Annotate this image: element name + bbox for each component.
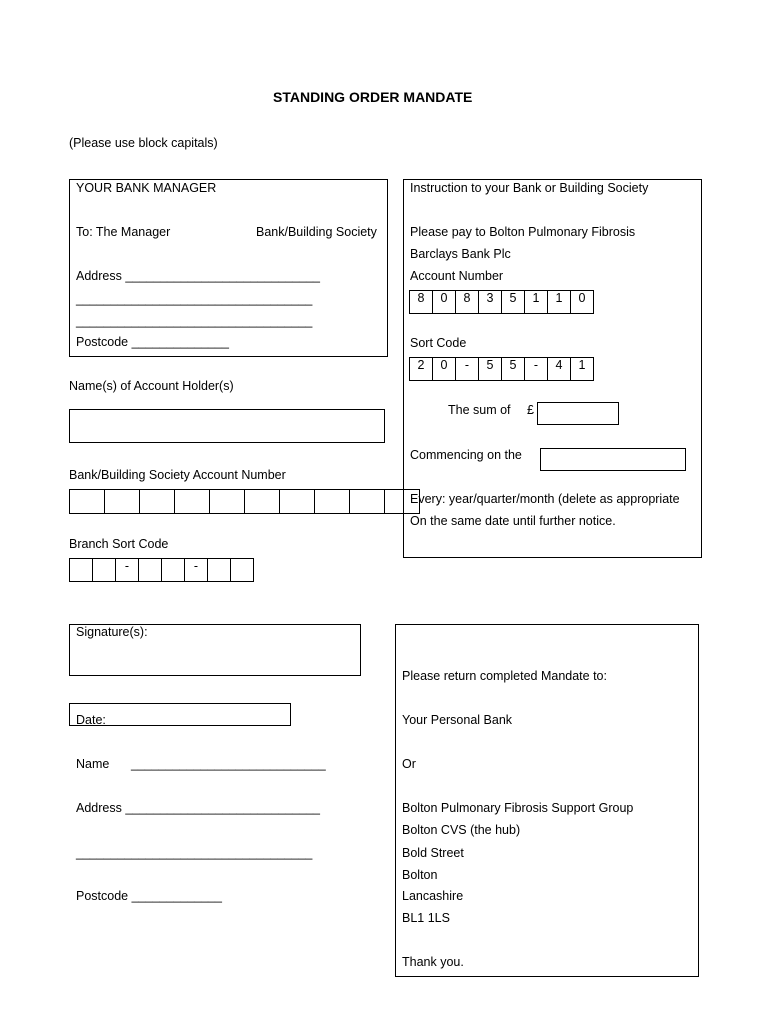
currency-symbol: £ xyxy=(527,403,534,417)
sort-code-digit: 4 xyxy=(547,357,571,381)
name-field[interactable]: ____________________________ xyxy=(131,757,326,771)
sort-code-digit: 1 xyxy=(570,357,594,381)
account-number-cell[interactable] xyxy=(244,489,280,514)
sort-code-cell[interactable] xyxy=(230,558,254,582)
commencing-label: Commencing on the xyxy=(410,448,522,462)
return-addr2: Bold Street xyxy=(402,846,464,860)
sort-code-cell[interactable] xyxy=(69,558,93,582)
instruction-account-number-label: Account Number xyxy=(410,269,504,283)
sum-label: The sum of xyxy=(448,403,511,417)
return-addr4: Lancashire xyxy=(402,889,464,903)
account-digit: 3 xyxy=(478,290,502,314)
account-holders-label: Name(s) of Account Holder(s) xyxy=(69,379,234,393)
signature-label: Signature(s): xyxy=(76,625,148,639)
account-number-cell[interactable] xyxy=(174,489,210,514)
bank-building-society-label: Bank/Building Society xyxy=(256,225,377,239)
account-digit: 5 xyxy=(501,290,525,314)
account-holders-input[interactable] xyxy=(69,409,385,443)
subtitle: (Please use block capitals) xyxy=(69,136,218,150)
account-digit: 0 xyxy=(432,290,456,314)
bank-manager-box xyxy=(69,179,388,357)
return-heading: Please return completed Mandate to: xyxy=(402,669,607,683)
account-number-label: Bank/Building Society Account Number xyxy=(69,468,286,482)
manager-address-field[interactable]: Address ____________________________ xyxy=(76,269,320,283)
sort-code-digit: - xyxy=(524,357,548,381)
frequency-text: Every: year/quarter/month (delete as appropriate xyxy=(410,492,680,506)
account-digit: 1 xyxy=(524,290,548,314)
bank-name-text: Barclays Bank Plc xyxy=(410,247,511,261)
account-number-cell[interactable] xyxy=(279,489,315,514)
branch-sort-code-label: Branch Sort Code xyxy=(69,537,169,551)
address-field[interactable]: Address ____________________________ xyxy=(76,801,320,815)
pay-to-text: Please pay to Bolton Pulmonary Fibrosis xyxy=(410,225,636,239)
account-digit: 8 xyxy=(409,290,433,314)
account-digit: 0 xyxy=(570,290,594,314)
page-title: STANDING ORDER MANDATE xyxy=(273,89,473,105)
manager-postcode-field[interactable]: Postcode ______________ xyxy=(76,335,229,349)
account-number-cell[interactable] xyxy=(209,489,245,514)
sort-code-cell[interactable] xyxy=(161,558,185,582)
same-date-text: On the same date until further notice. xyxy=(410,514,616,528)
account-digit: 8 xyxy=(455,290,479,314)
bank-manager-heading: YOUR BANK MANAGER xyxy=(76,181,217,195)
sort-code-digit: - xyxy=(455,357,479,381)
sum-input[interactable] xyxy=(537,402,619,425)
address-line2[interactable]: __________________________________ xyxy=(76,846,313,860)
date-label: Date: xyxy=(76,713,106,727)
account-number-cells xyxy=(69,489,420,514)
manager-address-line2[interactable]: __________________________________ xyxy=(76,292,313,306)
return-addr1: Bolton CVS (the hub) xyxy=(402,823,521,837)
name-label: Name xyxy=(76,757,110,771)
return-org: Bolton Pulmonary Fibrosis Support Group xyxy=(402,801,634,815)
account-number-cell[interactable] xyxy=(349,489,385,514)
return-option-bank: Your Personal Bank xyxy=(402,713,513,727)
sort-code-digit: 5 xyxy=(501,357,525,381)
to-manager-label: To: The Manager xyxy=(76,225,171,239)
sort-code-digit: 2 xyxy=(409,357,433,381)
sort-code-digit: 5 xyxy=(478,357,502,381)
sort-code-cell[interactable] xyxy=(138,558,162,582)
commencing-date-input[interactable] xyxy=(540,448,686,471)
account-number-cell[interactable] xyxy=(139,489,175,514)
branch-sort-code-cells xyxy=(69,558,254,582)
instruction-sort-code-label: Sort Code xyxy=(410,336,467,350)
instruction-account-digits xyxy=(409,290,594,314)
account-number-cell[interactable] xyxy=(314,489,350,514)
return-addr3: Bolton xyxy=(402,868,438,882)
sort-code-cell[interactable] xyxy=(207,558,231,582)
instruction-heading: Instruction to your Bank or Building Society xyxy=(410,181,649,195)
sort-code-cell[interactable] xyxy=(92,558,116,582)
return-or: Or xyxy=(402,757,416,771)
thank-you: Thank you. xyxy=(402,955,464,969)
account-digit: 1 xyxy=(547,290,571,314)
postcode-field[interactable]: Postcode _____________ xyxy=(76,889,222,903)
account-number-cell[interactable] xyxy=(69,489,105,514)
sort-code-separator: - xyxy=(115,558,139,582)
account-number-cell[interactable] xyxy=(104,489,140,514)
return-addr5: BL1 1LS xyxy=(402,911,450,925)
manager-address-line3[interactable]: __________________________________ xyxy=(76,314,313,328)
sort-code-digit: 0 xyxy=(432,357,456,381)
sort-code-separator: - xyxy=(184,558,208,582)
instruction-sort-code-digits xyxy=(409,357,594,381)
